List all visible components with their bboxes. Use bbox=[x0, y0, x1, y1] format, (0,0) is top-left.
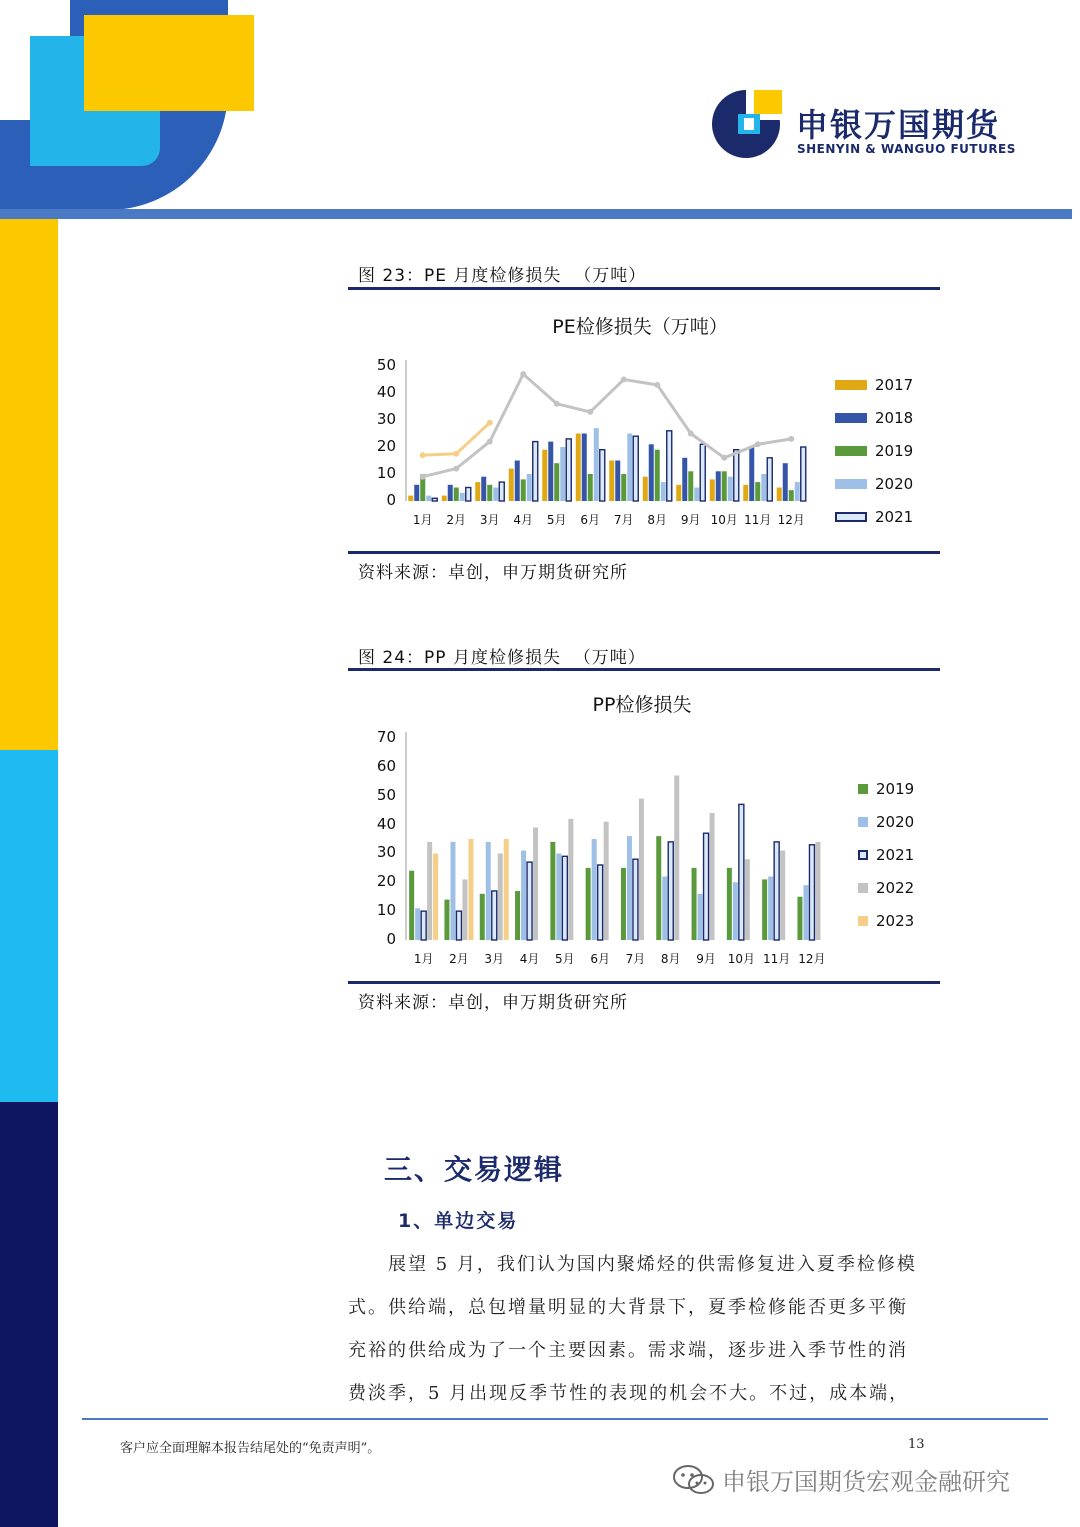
bar-2019-5 bbox=[550, 842, 555, 940]
bar-2020-10 bbox=[728, 477, 733, 501]
bar-2022-10 bbox=[745, 859, 750, 940]
x-tick-label: 4月 bbox=[519, 952, 540, 966]
figure24-caption: 图 24：PP 月度检修损失 （万吨） bbox=[358, 648, 646, 668]
bar-2020-4 bbox=[521, 851, 526, 940]
x-tick-label: 4月 bbox=[513, 513, 534, 527]
bar-2019-4 bbox=[515, 891, 520, 940]
bar-2021-2 bbox=[456, 911, 461, 940]
bar-2021-5 bbox=[566, 439, 571, 501]
bar-2018-10 bbox=[716, 471, 721, 501]
bar-2021-1 bbox=[432, 498, 437, 501]
bar-2020-3 bbox=[486, 842, 491, 940]
bar-2022-9 bbox=[710, 813, 715, 940]
side-strip bbox=[0, 219, 58, 1527]
bar-2018-5 bbox=[548, 442, 553, 501]
bar-2021-11 bbox=[767, 458, 772, 501]
watermark bbox=[672, 1462, 1010, 1497]
bar-2020-9 bbox=[694, 488, 699, 502]
bar-2022-6 bbox=[604, 822, 609, 940]
legend-item bbox=[858, 805, 948, 838]
brand-logo-icon bbox=[710, 86, 786, 162]
bar-2019-11 bbox=[762, 879, 767, 940]
legend-item bbox=[835, 401, 945, 434]
bar-2019-4 bbox=[521, 479, 526, 501]
body-paragraph bbox=[348, 1243, 928, 1415]
bar-2019-3 bbox=[487, 485, 492, 501]
footer-rule bbox=[82, 1418, 1048, 1420]
wechat-icon bbox=[672, 1463, 716, 1497]
x-tick-label: 9月 bbox=[696, 952, 716, 966]
bar-2021-12 bbox=[809, 845, 814, 940]
point-line-grey-4 bbox=[520, 371, 526, 377]
point-line-grey-10 bbox=[721, 455, 727, 461]
point-line-grey-6 bbox=[587, 409, 593, 415]
point-line-grey-9 bbox=[688, 431, 694, 437]
bar-2023-1 bbox=[433, 853, 438, 940]
chart2-title: PP检修损失 bbox=[592, 694, 692, 716]
bar-2021-9 bbox=[700, 444, 705, 501]
point-line-yellow-1 bbox=[420, 452, 426, 458]
bar-2022-2 bbox=[462, 879, 467, 940]
bar-2020-12 bbox=[795, 482, 800, 501]
point-line-grey-5 bbox=[554, 401, 560, 407]
y-tick-label: 50 bbox=[376, 356, 396, 374]
x-tick-label: 2月 bbox=[446, 513, 467, 527]
bar-2017-10 bbox=[710, 479, 715, 501]
bar-2017-11 bbox=[743, 485, 748, 501]
bar-2021-3 bbox=[492, 891, 497, 940]
y-tick-label: 30 bbox=[376, 410, 396, 428]
bar-2018-3 bbox=[481, 477, 486, 501]
bar-2022-12 bbox=[815, 842, 820, 940]
figure24-source: 资料来源：卓创，申万期货研究所 bbox=[358, 993, 628, 1013]
bar-2020-4 bbox=[527, 474, 532, 501]
brand-name-en: SHENYIN & WANGUO FUTURES bbox=[797, 142, 1016, 156]
bar-2022-7 bbox=[639, 799, 644, 940]
bar-2019-3 bbox=[480, 894, 485, 940]
x-tick-label: 3月 bbox=[479, 513, 500, 527]
x-tick-label: 12月 bbox=[798, 952, 826, 966]
bar-2019-9 bbox=[692, 868, 697, 940]
bar-2017-9 bbox=[676, 485, 681, 501]
bar-2019-12 bbox=[797, 897, 802, 940]
bar-2020-5 bbox=[560, 447, 565, 501]
bar-2017-3 bbox=[475, 482, 480, 501]
bar-2019-9 bbox=[688, 471, 693, 501]
legend-label: 2020 bbox=[875, 474, 914, 493]
figure23-source: 资料来源：卓创，申万期货研究所 bbox=[358, 563, 628, 583]
bar-2017-5 bbox=[542, 450, 547, 501]
watermark-text: 申银万国期货宏观金融研究 bbox=[722, 1468, 1010, 1496]
bar-2021-9 bbox=[704, 833, 709, 940]
bar-2018-6 bbox=[582, 434, 587, 502]
bar-2019-11 bbox=[755, 482, 760, 501]
legend-item bbox=[835, 467, 945, 500]
point-line-grey-1 bbox=[420, 474, 426, 480]
bar-2019-8 bbox=[655, 450, 660, 501]
legend-item bbox=[835, 434, 945, 467]
y-tick-label: 70 bbox=[376, 728, 396, 746]
chart2-plot bbox=[404, 726, 834, 971]
footer-disclaimer: 客户应全面理解本报告结尾处的“免责声明”。 bbox=[120, 1441, 381, 1456]
chart2 bbox=[348, 726, 940, 971]
bar-2021-4 bbox=[527, 862, 532, 940]
bar-2021-10 bbox=[734, 450, 739, 501]
bar-2021-5 bbox=[562, 856, 567, 940]
bar-2019-6 bbox=[588, 474, 593, 501]
legend-swatch bbox=[858, 883, 868, 893]
x-tick-label: 10月 bbox=[710, 513, 738, 527]
legend-label: 2020 bbox=[876, 812, 915, 831]
bar-2020-3 bbox=[493, 488, 498, 502]
bar-2017-1 bbox=[408, 496, 413, 501]
x-tick-label: 10月 bbox=[727, 952, 755, 966]
chart1-title: PE检修损失（万吨） bbox=[552, 316, 728, 338]
bar-2019-2 bbox=[454, 488, 459, 502]
legend-swatch bbox=[858, 850, 868, 860]
y-tick-label: 10 bbox=[376, 464, 396, 482]
brand-logo bbox=[710, 86, 1016, 166]
legend-swatch bbox=[835, 446, 867, 456]
bar-2020-8 bbox=[662, 877, 667, 940]
legend-label: 2019 bbox=[875, 441, 914, 460]
bar-2020-1 bbox=[415, 908, 420, 940]
x-tick-label: 8月 bbox=[660, 952, 681, 966]
figure23-top-rule bbox=[348, 287, 940, 290]
y-tick-label: 50 bbox=[376, 785, 396, 804]
x-tick-label: 5月 bbox=[546, 513, 567, 527]
y-tick-label: 30 bbox=[376, 843, 396, 862]
legend-item bbox=[858, 838, 948, 871]
point-line-grey-12 bbox=[788, 436, 794, 442]
legend-swatch bbox=[835, 413, 867, 423]
x-tick-label: 12月 bbox=[777, 513, 805, 527]
bar-2020-12 bbox=[803, 885, 808, 940]
section-title: 三、交易逻辑 bbox=[384, 1153, 565, 1186]
x-tick-label: 11月 bbox=[744, 513, 772, 527]
bar-2020-2 bbox=[460, 493, 465, 501]
bar-2022-1 bbox=[427, 842, 432, 940]
bar-2021-8 bbox=[667, 431, 672, 501]
legend-label: 2021 bbox=[876, 845, 915, 864]
bar-2019-10 bbox=[722, 471, 727, 501]
bar-2017-12 bbox=[777, 488, 782, 502]
bar-2020-11 bbox=[761, 474, 766, 501]
bar-2019-6 bbox=[586, 868, 591, 940]
bar-2020-7 bbox=[627, 836, 632, 940]
bar-2021-6 bbox=[600, 450, 605, 501]
x-tick-label: 1月 bbox=[412, 513, 433, 527]
x-tick-label: 3月 bbox=[484, 952, 505, 966]
bar-2021-7 bbox=[633, 859, 638, 940]
legend-item bbox=[858, 871, 948, 904]
section-subtitle: 1、单边交易 bbox=[398, 1210, 519, 1232]
x-tick-label: 11月 bbox=[763, 952, 791, 966]
bar-2019-5 bbox=[554, 463, 559, 501]
bar-2019-10 bbox=[727, 868, 732, 940]
y-tick-label: 20 bbox=[376, 437, 396, 455]
x-tick-label: 7月 bbox=[625, 952, 646, 966]
point-line-yellow-3 bbox=[487, 420, 493, 426]
bar-2019-8 bbox=[656, 836, 661, 940]
y-tick-label: 60 bbox=[376, 756, 396, 775]
header-decoration bbox=[0, 0, 260, 210]
bar-2023-3 bbox=[504, 839, 509, 940]
legend-label: 2022 bbox=[876, 878, 915, 897]
legend-label: 2017 bbox=[875, 375, 914, 394]
point-line-grey-3 bbox=[487, 439, 493, 445]
bar-2020-7 bbox=[627, 434, 632, 502]
bar-2023-2 bbox=[468, 839, 473, 940]
bar-2020-8 bbox=[661, 482, 666, 501]
bar-2018-9 bbox=[682, 458, 687, 501]
bar-2018-8 bbox=[649, 444, 654, 501]
figure23-caption: 图 23：PE 月度检修损失 （万吨） bbox=[358, 266, 647, 286]
point-line-yellow-2 bbox=[453, 451, 459, 457]
bar-2022-11 bbox=[780, 851, 785, 940]
x-tick-label: 7月 bbox=[613, 513, 634, 527]
bar-2022-4 bbox=[533, 827, 538, 940]
y-tick-label: 40 bbox=[376, 383, 396, 401]
legend-item bbox=[858, 904, 948, 937]
y-tick-label: 0 bbox=[386, 930, 396, 948]
point-line-grey-2 bbox=[453, 466, 459, 472]
page-number: 13 bbox=[908, 1437, 925, 1452]
bar-2017-4 bbox=[509, 469, 514, 501]
bar-2020-1 bbox=[426, 496, 431, 501]
legend-label: 2018 bbox=[875, 408, 914, 427]
x-tick-label: 2月 bbox=[449, 952, 469, 966]
bar-2019-7 bbox=[621, 868, 626, 940]
legend-swatch bbox=[835, 479, 867, 489]
body-line: 展望 5 月，我们认为国内聚烯烃的供需修复进入夏季检修模 bbox=[388, 1254, 917, 1275]
bar-2017-7 bbox=[609, 461, 614, 502]
bar-2018-12 bbox=[783, 463, 788, 501]
body-line: 式。供给端，总包增量明显的大背景下，夏季检修能否更多平衡 bbox=[348, 1297, 908, 1318]
bar-2018-2 bbox=[448, 485, 453, 501]
bar-2020-5 bbox=[556, 853, 561, 940]
legend-swatch bbox=[835, 380, 867, 390]
legend-item bbox=[835, 500, 945, 533]
bar-2019-2 bbox=[444, 900, 449, 940]
bar-2021-12 bbox=[801, 447, 806, 501]
bar-2021-6 bbox=[598, 865, 603, 940]
legend-label: 2021 bbox=[875, 507, 914, 526]
y-tick-label: 10 bbox=[376, 901, 396, 920]
chart1 bbox=[348, 350, 940, 540]
bar-2022-8 bbox=[674, 776, 679, 940]
bar-2021-4 bbox=[533, 442, 538, 501]
brand-name-cn: 申银万国期货 bbox=[796, 106, 1001, 144]
bar-2020-2 bbox=[450, 842, 455, 940]
legend-item bbox=[835, 368, 945, 401]
y-tick-label: 40 bbox=[376, 814, 396, 833]
bar-2021-7 bbox=[633, 436, 638, 501]
bar-2018-7 bbox=[615, 461, 620, 502]
y-tick-label: 0 bbox=[386, 491, 396, 509]
legend-label: 2019 bbox=[876, 779, 915, 798]
point-line-grey-7 bbox=[621, 377, 627, 383]
legend-swatch bbox=[835, 512, 867, 522]
bar-2021-8 bbox=[668, 842, 673, 940]
bar-2021-10 bbox=[739, 804, 744, 940]
figure23-bottom-rule bbox=[348, 551, 940, 554]
x-tick-label: 6月 bbox=[590, 952, 610, 966]
legend-swatch bbox=[858, 817, 868, 827]
bar-2019-12 bbox=[789, 490, 794, 501]
bar-2021-2 bbox=[466, 488, 471, 502]
bar-2020-6 bbox=[594, 428, 599, 501]
bar-2018-11 bbox=[749, 447, 754, 501]
bar-2022-5 bbox=[568, 819, 573, 940]
bar-2021-11 bbox=[774, 842, 779, 940]
x-tick-label: 8月 bbox=[647, 513, 668, 527]
bar-2017-8 bbox=[643, 477, 648, 501]
bar-2020-9 bbox=[698, 894, 703, 940]
bar-2017-2 bbox=[442, 496, 447, 501]
bar-2021-3 bbox=[499, 482, 504, 501]
point-line-grey-8 bbox=[654, 382, 660, 388]
bar-2020-6 bbox=[592, 839, 597, 940]
bar-2019-7 bbox=[621, 474, 626, 501]
x-tick-label: 9月 bbox=[680, 513, 701, 527]
legend-item bbox=[858, 772, 948, 805]
x-tick-label: 1月 bbox=[413, 952, 434, 966]
body-line: 充裕的供给成为了一个主要因素。需求端，逐步进入季节性的消 bbox=[348, 1340, 908, 1361]
y-tick-label: 20 bbox=[376, 872, 396, 891]
bar-2019-1 bbox=[409, 871, 414, 940]
bar-2018-1 bbox=[414, 485, 419, 501]
point-line-grey-11 bbox=[755, 441, 761, 447]
x-tick-label: 5月 bbox=[555, 952, 575, 966]
bar-2020-11 bbox=[768, 877, 773, 940]
bar-2020-10 bbox=[733, 882, 738, 940]
bar-2017-6 bbox=[576, 434, 581, 502]
legend-swatch bbox=[858, 784, 868, 794]
bar-2021-1 bbox=[421, 911, 426, 940]
body-line: 费淡季，5 月出现反季节性的表现的机会不大。不过，成本端， bbox=[348, 1383, 910, 1404]
legend-swatch bbox=[858, 916, 868, 926]
figure24-top-rule bbox=[348, 668, 940, 671]
legend-label: 2023 bbox=[876, 911, 915, 930]
x-tick-label: 6月 bbox=[580, 513, 601, 527]
bar-2022-3 bbox=[498, 853, 503, 940]
bar-2018-4 bbox=[515, 461, 520, 502]
header-bar bbox=[0, 209, 1072, 219]
figure24-bottom-rule bbox=[348, 981, 940, 984]
